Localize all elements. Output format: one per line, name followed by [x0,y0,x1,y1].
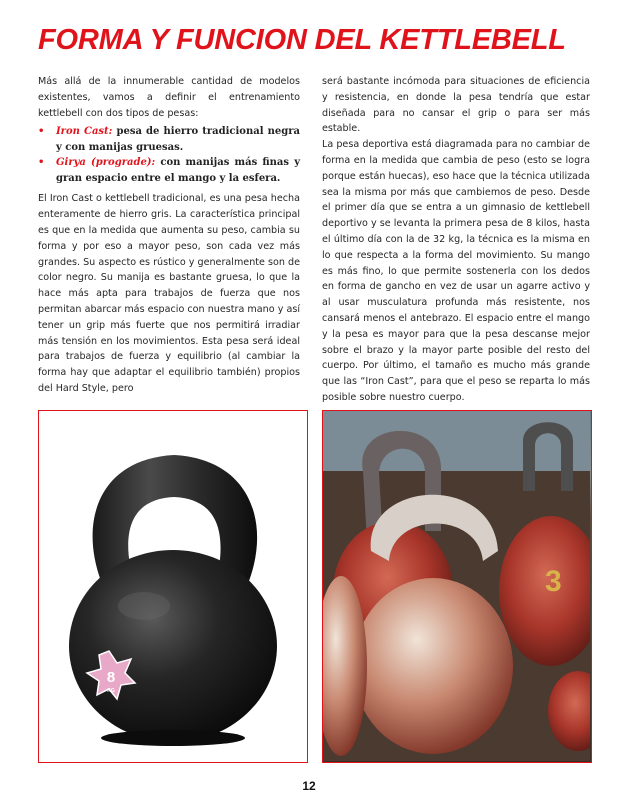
page-number: 12 [302,779,316,793]
girya-kettlebells-illustration [323,411,590,761]
front-kettlebell-body [353,578,513,754]
iron-cast-kettlebell-illustration [39,411,306,761]
girya-paragraph: La pesa deportiva está diagramada para no cambiar de forma en la medida que cambia de peso (esto se logra porque están huecas), eso hace que la técnica utilizada sea la misma por más que cambiemos de peso. Desde el primer día que se entra a un gimnasio de kettlebell deportivo y se levanta la primera pesa de 8 kilos, hasta el último día con la de 32 kg, la técnica es la misma en lo que respecta a la forma del movimiento. Su mango es más fino, lo que permite sostenerla con los dedos en forma de gancho en vez de usar un agarre activo y al usar musculatura profunda más resistente, nos cansará menos el antebrazo. El espacio entre el mango y la pesa es mayor para que la pesa descanse mejor sobre el brazo y la mayor parte posible del resto del cuerpo. Por último, el tamaño es mucho más grande que las “Iron Cast”, para que el peso se reparta lo más posible sobre nuestro cuerpo. [322,139,590,403]
kettlebell-highlight [118,592,170,620]
kettlebell-types-list [38,124,300,186]
intro-paragraph: Más allá de la innumerable cantidad de modelos existentes, vamos a definir el entrenamiento kettlebell con dos tipos de pesas: [38,76,300,119]
right-column [322,74,590,406]
type-term: Iron Cast: [56,126,113,138]
continuation-paragraph: será bastante incómoda para situaciones de eficiencia y resistencia, en donde la pesa tendría que estar diseñada para no cansar el grip o para ser más estable. [322,76,590,135]
iron-cast-kettlebell-photo [38,410,308,763]
girya-kettlebells-photo [322,410,592,763]
type-description: con manijas más finas y gran espacio entre el mango y la esfera. [56,157,300,184]
list-item [38,124,300,155]
left-column [38,74,300,397]
kettlebell-base [101,730,245,746]
kettlebell-number: 3 [545,565,562,598]
bullet-icon: • [38,157,45,169]
iron-cast-paragraph: El Iron Cast o kettlebell tradicional, es una pesa hecha enteramente de hierro gris. La característica principal es que en la medida que aumenta su peso, cambia su forma y por eso a mayor peso, son cada vez más grandes. Su aspecto es rústico y generalmente son de color negro. Su manija es bastante gruesa, lo que la hace más apta para trabajos de fuerza que nos permitan abarcar más espacio con nuestra mano y así tener un grip más fuerte que nos permitirá irradiar más tensión en los movimientos. Esta pesa será ideal para trabajos de fuerza y equilibrio (al cambiar la forma hay que adaptar el equilibrio también) propios del Hard Style, pero [38,193,300,394]
page-title: FORMA Y FUNCION DEL KETTLEBELL [38,24,566,56]
weight-badge-unit: KG [107,688,115,694]
type-description: pesa de hierro tradicional negra y con manijas gruesas. [56,126,300,153]
list-item [38,155,300,186]
type-term: Girya (prograde): [56,157,156,169]
bullet-icon: • [38,126,45,138]
weight-badge-number: 8 [106,669,116,686]
kettlebell-body [69,550,277,742]
